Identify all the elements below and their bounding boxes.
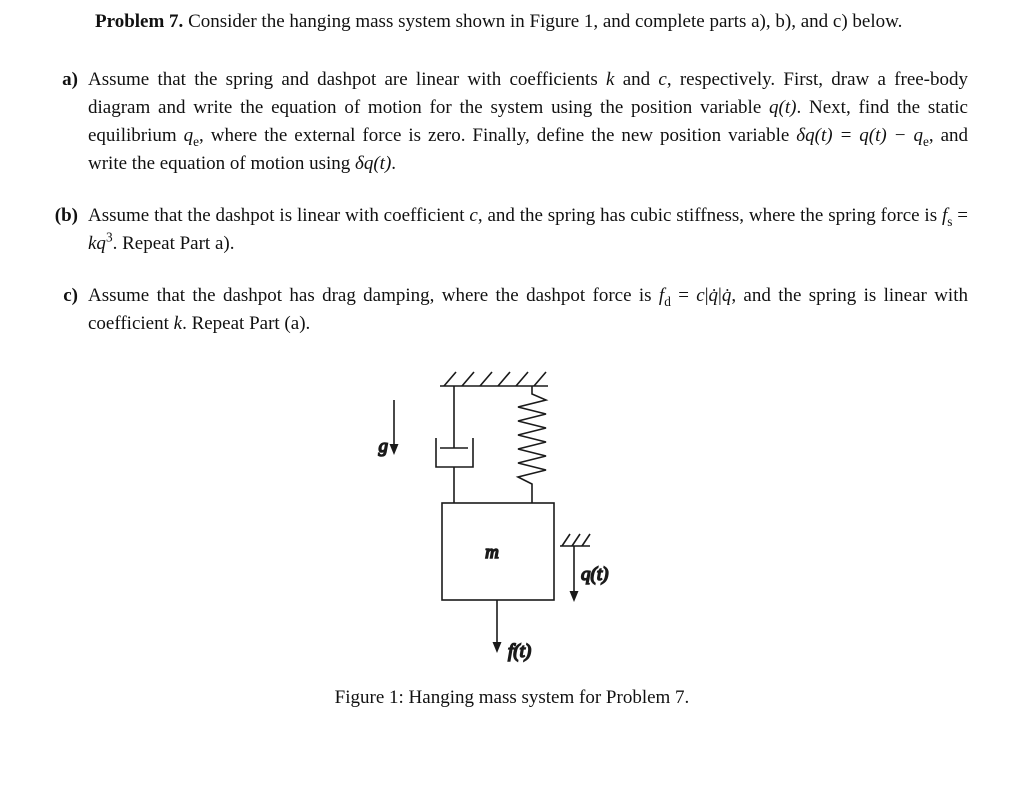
part-b-text: Assume that the dashpot is linear with coefficient c, and the spring has cubic stiffness, where the spring force is $f_s = kq^3$. Repeat Part a). [88, 205, 968, 254]
position-datum-hatching [560, 534, 590, 546]
part-c-text: Assume that the dashpot has drag damping, where the dashpot force is $f_d$ = c|q̇|q̇, and the spring is linear with coefficient k. Repeat Part (a). [88, 285, 968, 334]
hanging-mass-diagram [372, 368, 652, 668]
parts-list [54, 66, 969, 338]
part-b [54, 202, 968, 258]
dashpot [436, 386, 473, 503]
force-arrow [493, 600, 502, 653]
spring [518, 386, 546, 503]
gravity-arrow [390, 400, 399, 455]
figure-1 [0, 368, 1024, 712]
part-c [63, 282, 968, 338]
part-b-label: (b) [54, 205, 78, 226]
part-a-label: a) [62, 69, 78, 90]
position-arrow [570, 546, 579, 602]
part-a-text: Assume that the spring and dashpot are linear with coefficients k and c, respectively. First, draw a free-body diagram and write the equation of motion for the system using the position variable q(t). Next, find the static equilibrium $q_e$, where the external force is zero. Finally, define the new position variable $\delta q(t) = q(t) - q_e$, and write the equation of motion using δq(t). [88, 69, 969, 174]
ceiling-hatching [444, 372, 546, 386]
part-a [62, 66, 969, 178]
mass-label: m [485, 542, 499, 563]
part-c-label: c) [63, 285, 78, 306]
position-label: q(t) [581, 564, 609, 585]
figure-caption: Figure 1: Hanging mass system for Problem 7. [334, 687, 690, 708]
gravity-label: g [378, 436, 388, 457]
problem-statement: Problem 7. Consider the hanging mass system shown in Figure 1, and complete parts a), b), and c) below. [95, 11, 903, 32]
force-label: f(t) [508, 641, 532, 662]
